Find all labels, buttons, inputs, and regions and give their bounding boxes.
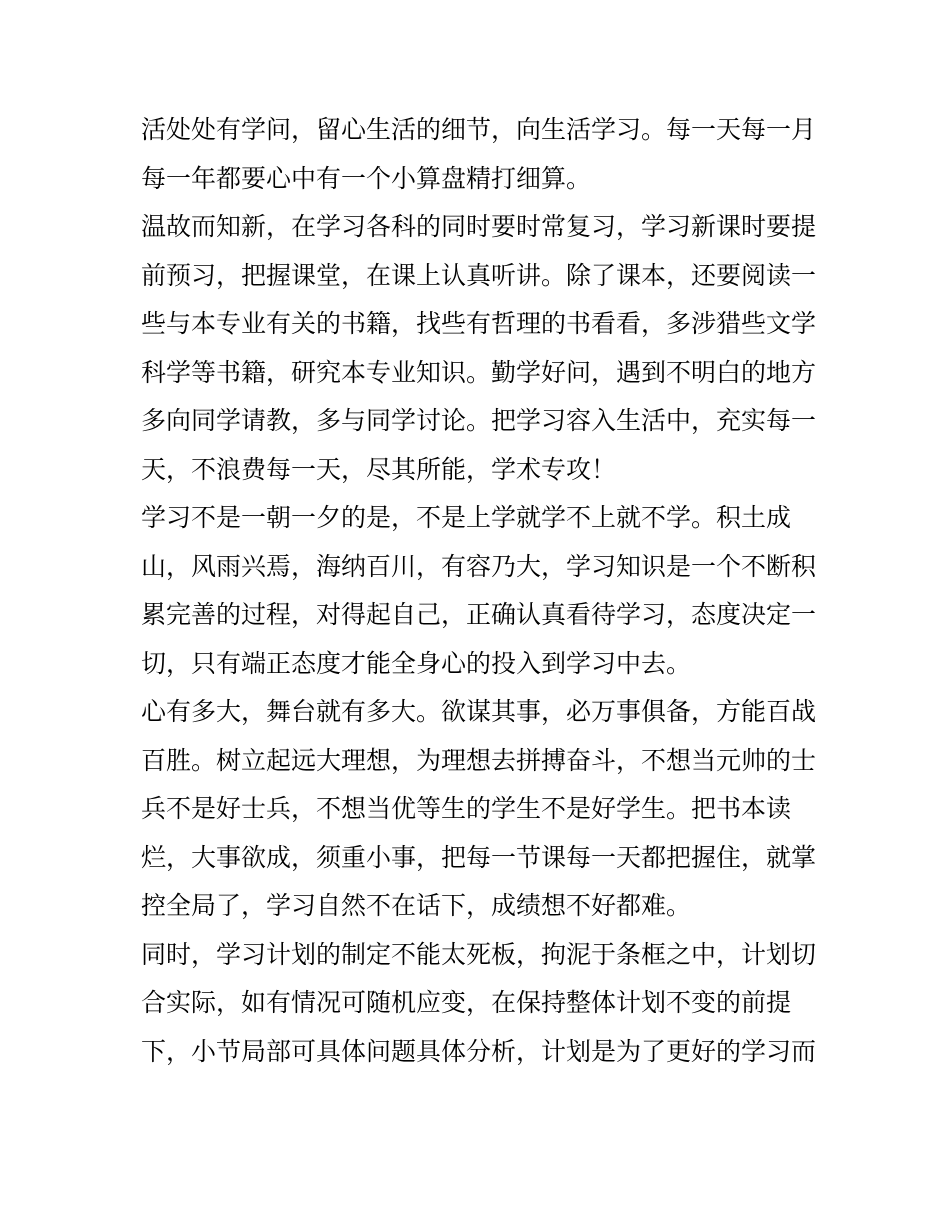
text-line: 心有多大，舞台就有多大。欲谋其事，必万事俱备，方能百战: [141, 697, 817, 726]
text-line: 科学等书籍，研究本专业知识。勤学好问，遇到不明白的地方: [141, 357, 817, 387]
text-line: 百胜。树立起远大理想，为理想去拼搏奋斗，不想当元帅的士: [141, 745, 817, 775]
text-line: 累完善的过程，对得起自己，正确认真看待学习，态度决定一: [141, 600, 817, 629]
text-line: 天，不浪费每一天，尽其所能，学术专攻！: [141, 454, 617, 484]
text-line: 同时，学习计划的制定不能太死板，拘泥于条框之中，计划切: [141, 939, 817, 969]
text-line: 下，小节局部可具体问题具体分析，计划是为了更好的学习而: [141, 1036, 817, 1066]
text-line: 控全局了，学习自然不在话下，成绩想不好都难。: [141, 891, 692, 920]
text-line: 烂，大事欲成，须重小事，把每一节课每一天都把握住，就掌: [141, 842, 817, 872]
text-line: 多向同学请教，多与同学讨论。把学习容入生活中，充实每一: [141, 406, 817, 435]
text-line: 每一年都要心中有一个小算盘精打细算。: [141, 163, 592, 193]
text-line: 合实际，如有情况可随机应变，在保持整体计划不变的前提: [141, 988, 792, 1017]
text-line: 山，风雨兴焉，海纳百川，有容乃大，学习知识是一个不断积: [141, 551, 817, 581]
text-line: 切，只有端正态度才能全身心的投入到学习中去。: [141, 648, 692, 678]
text-line: 活处处有学问，留心生活的细节，向生活学习。每一天每一月: [141, 115, 817, 144]
text-line: 学习不是一朝一夕的是，不是上学就学不上就不学。积土成: [141, 503, 792, 532]
text-line: 温故而知新，在学习各科的同时要时常复习，学习新课时要提: [141, 212, 817, 241]
body-text: [141, 106, 817, 1076]
text-line: 前预习，把握课堂，在课上认真听讲。除了课本，还要阅读一: [141, 260, 817, 290]
text-line: 些与本专业有关的书籍，找些有哲理的书看看，多涉猎些文学: [141, 309, 817, 338]
text-line: 兵不是好士兵，不想当优等生的学生不是好学生。把书本读: [141, 794, 792, 823]
